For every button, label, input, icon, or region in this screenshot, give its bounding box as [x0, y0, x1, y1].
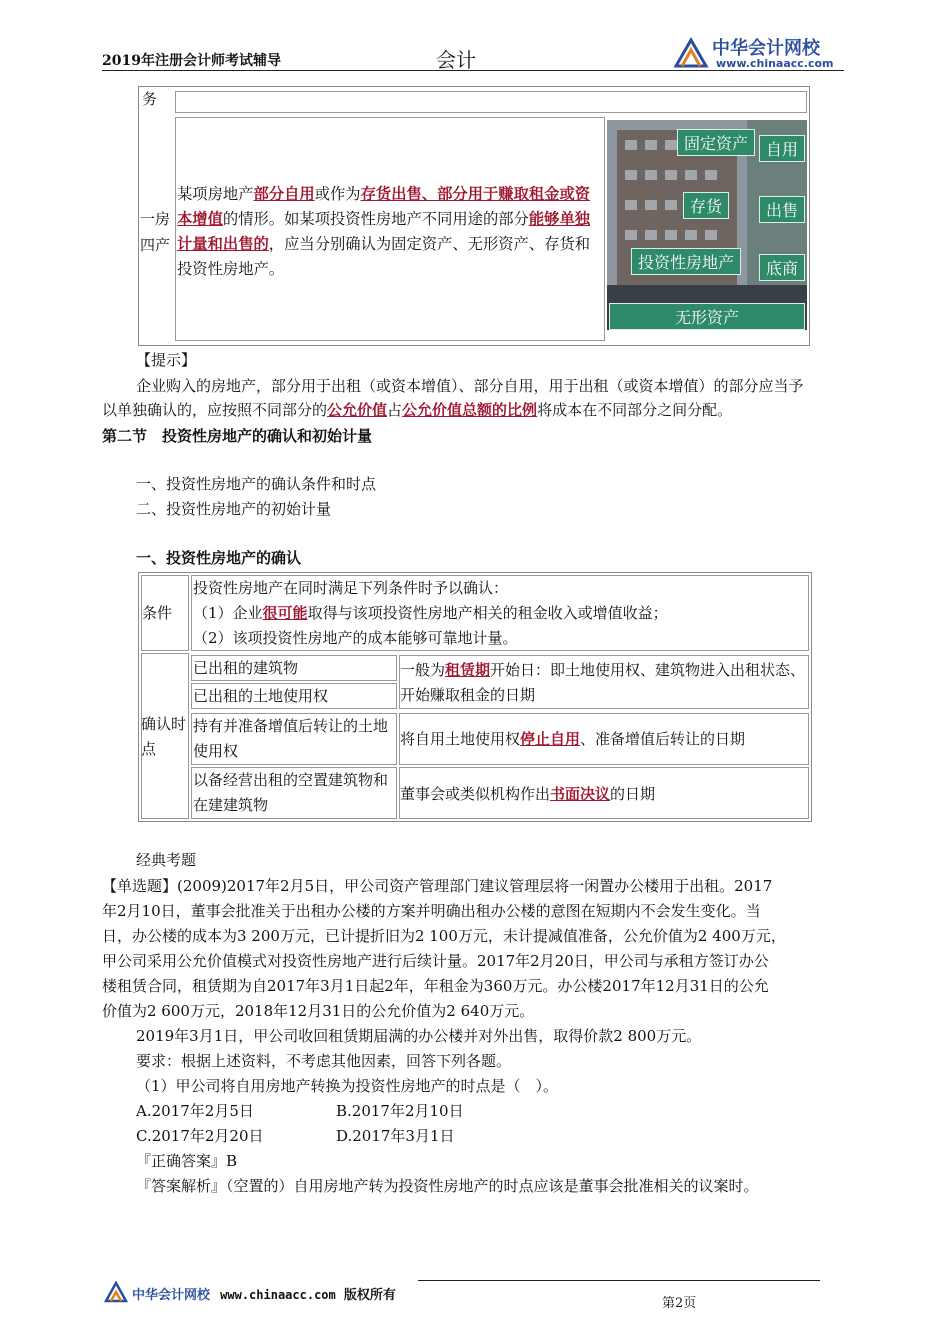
option-a: A.2017年2月5日 — [136, 1102, 254, 1120]
tag-investment-property: 投资性房地产 — [631, 248, 741, 275]
footer-url[interactable]: www.chinaacc.com — [220, 1288, 336, 1302]
building-photo — [607, 120, 807, 330]
logo-icon — [672, 34, 710, 72]
time-label: 确认时 点 — [141, 715, 187, 758]
tag-intangible: 无形资产 — [609, 303, 805, 330]
r12-desc: 一般为租赁期开始日：即土地使用权、建筑物进入出租状态、开始赚取租金的日期 — [400, 661, 806, 704]
highlight-sale-rent: 存货出售、部分用于赚取租金或资本增值 — [177, 185, 591, 228]
site-logo[interactable] — [672, 34, 852, 74]
exam-heading: 经典考题 — [136, 851, 197, 869]
toc-item-2[interactable]: 二、投资性房地产的初始计量 — [136, 500, 332, 518]
logo-name: 中华会计网校 — [712, 38, 820, 59]
tip-line2: 以单独确认的，应按照不同部分的公允价值占公允价值总额的比例将成本在不同部分之间分配。 — [102, 401, 733, 419]
exam-line-6: 价值为2 600万元，2018年12月31日的公允价值为2 640万元。 — [102, 1002, 535, 1020]
highlight-ratio: 公允价值总额的比例 — [402, 401, 538, 419]
cond-label: 条件 — [142, 604, 173, 622]
option-d: D.2017年3月1日 — [336, 1127, 455, 1145]
cond-line3: （2）该项投资性房地产的成本能够可靠地计量。 — [193, 629, 518, 647]
r3-item: 持有并准备增值后转让的土地使用权 — [193, 717, 389, 760]
answer-analysis: 『答案解析』（空置的）自用房地产转为投资性房地产的时点应该是董事会批准相关的议案时。 — [136, 1177, 759, 1195]
exam-line-7: 2019年3月1日，甲公司收回租赁期届满的办公楼并对外出售，取得价款2 800万元。 — [136, 1027, 702, 1045]
highlight-fair-value: 公允价值 — [327, 401, 388, 419]
exam-line-5: 楼租赁合同，租赁期为自2017年3月1日起2年，年租金为360万元。办公楼2017年12月31日的公允 — [102, 977, 769, 995]
highlight-written-resolution: 书面决议 — [550, 785, 611, 803]
exam-line-1: 【单选题】(2009)2017年2月5日，甲公司资产管理部门建议管理层将一闲置办公楼用于出租。2017 — [102, 877, 773, 895]
page-number: 第2页 — [662, 1296, 697, 1311]
highlight-stop-self-use: 停止自用 — [520, 730, 581, 748]
logo-url: www.chinaacc.com — [716, 57, 834, 70]
tag-inventory: 存货 — [683, 192, 729, 219]
section-title: 第二节 投资性房地产的确认和初始计量 — [102, 427, 373, 445]
tag-shops: 底商 — [759, 254, 805, 281]
header-subject: 会计 — [436, 48, 476, 72]
highlight-partial-self-use: 部分自用 — [253, 185, 315, 203]
footer-logo-icon — [104, 1280, 128, 1304]
tag-self-use: 自用 — [759, 135, 805, 162]
tag-fixed-asset: 固定资产 — [677, 129, 755, 156]
exam-line-4: 甲公司采用公允价值模式对投资性房地产进行后续计量。2017年2月20日，甲公司与承租方签订办公 — [102, 952, 769, 970]
row2-head: 一房 四产 — [140, 210, 171, 254]
exam-requirement: 要求：根据上述资料，不考虑其他因素，回答下列各题。 — [136, 1052, 512, 1070]
r4-item: 以备经营出租的空置建筑物和在建建筑物 — [193, 771, 389, 814]
r1-item: 已出租的建筑物 — [193, 659, 299, 677]
tag-sale: 出售 — [759, 196, 805, 223]
cond-line1: 投资性房地产在同时满足下列条件时予以确认： — [193, 579, 509, 597]
highlight-probable: 很可能 — [262, 604, 308, 622]
highlight-lease-term: 租赁期 — [445, 661, 491, 679]
row2-text: 某项房地产部分自用或作为存货出售、部分用于赚取租金或资本增值的情形。如某项投资性房地产不同用途的部分能够单独计量和出售的，应当分别确认为固定资产、无形资产、存货和投资性房地产。 — [177, 185, 591, 278]
row1-head-cell — [139, 87, 175, 115]
footer-rule — [418, 1280, 820, 1281]
option-c: C.2017年2月20日 — [136, 1127, 264, 1145]
row1-head: 务 — [142, 90, 158, 108]
subsection-title: 一、投资性房地产的确认 — [136, 549, 302, 567]
footer-rights: 版权所有 — [343, 1288, 396, 1303]
r3-desc: 将自用土地使用权停止自用、准备增值后转让的日期 — [400, 730, 746, 748]
highlight-separable: 能够单独计量和出售的 — [177, 210, 591, 253]
option-b: B.2017年2月10日 — [336, 1102, 464, 1120]
tip-title: 【提示】 — [136, 351, 197, 369]
footer-brand: 中华会计网校 www.chinaacc.com 版权所有 — [132, 1288, 396, 1303]
exam-question: （1）甲公司将自用房地产转换为投资性房地产的时点是（ ）。 — [136, 1077, 559, 1095]
tip-line1: 企业购入的房地产，部分用于出租（或资本增值）、部分自用，用于出租（或资本增值）的部分应当予 — [136, 377, 804, 395]
correct-answer: 『正确答案』B — [136, 1152, 238, 1170]
exam-line-2: 年2月10日，董事会批准关于出租办公楼的方案并明确出租办公楼的意图在短期内不会发生变化。当 — [102, 902, 761, 920]
r2-item: 已出租的土地使用权 — [193, 687, 329, 705]
cond-line2: （1）企业很可能取得与该项投资性房地产相关的租金收入或增值收益； — [193, 604, 668, 622]
exam-line-3: 日，办公楼的成本为3 200万元，已计提折旧为2 100万元，未计提减值准备，公允价值为2 400万元， — [102, 927, 786, 945]
toc-item-1[interactable]: 一、投资性房地产的确认条件和时点 — [136, 475, 377, 493]
row1-content-cell — [175, 91, 807, 113]
header-rule — [102, 70, 844, 71]
r4-desc: 董事会或类似机构作出书面决议的日期 — [400, 785, 656, 803]
header-title: 2019年注册会计师考试辅导 — [102, 53, 281, 69]
